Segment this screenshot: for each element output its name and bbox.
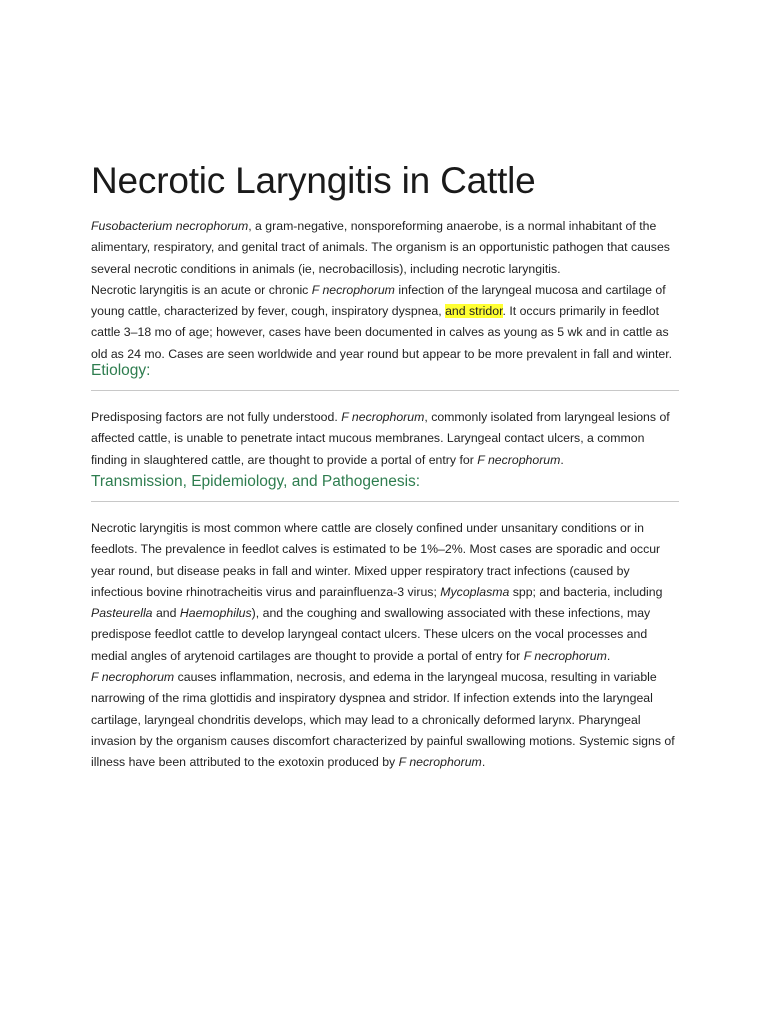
transmission-paragraph-2 xyxy=(91,667,679,773)
italic-term: Haemophilus xyxy=(179,606,252,621)
page-title: Necrotic Laryngitis in Cattle xyxy=(91,160,536,201)
paragraph-text: . xyxy=(606,648,611,663)
italic-term: F necrophorum xyxy=(341,410,425,425)
paragraph-text: , commonly isolated from laryngeal lesions of affected cattle, is unable to penetrate intact mucous membranes. Laryngeal contact ulcers, a common finding in slaughtered cattle, are thought to provide a portal of entry for xyxy=(91,410,670,467)
intro-paragraph-1 xyxy=(91,216,679,280)
etiology-paragraph xyxy=(91,407,679,471)
paragraph-text: . It occurs primarily in feedlot cattle 3–18 mo of age; however, cases have been documented in calves as young as 5 wk and in cattle as old as 24 mo. Cases are seen worldwide and year round but appear to be more prevalent in fall and winter. xyxy=(91,304,673,361)
section-heading-transmission: Transmission, Epidemiology, and Pathogenesis: xyxy=(91,472,421,490)
section-heading-etiology: Etiology: xyxy=(91,362,151,380)
paragraph-text: spp; and bacteria, including xyxy=(509,584,663,599)
paragraph-text: . xyxy=(560,452,564,467)
document-page xyxy=(91,158,679,774)
intro-paragraph-2 xyxy=(91,280,679,365)
section-divider xyxy=(91,501,679,502)
italic-term: Pasteurella xyxy=(91,606,153,621)
italic-term: F necrophorum xyxy=(91,670,175,685)
italic-term: F necrophorum xyxy=(523,648,607,663)
italic-term: F necrophorum xyxy=(477,452,561,467)
italic-term: F necrophorum xyxy=(311,282,395,297)
paragraph-text: and xyxy=(152,606,180,621)
paragraph-text: Predisposing factors are not fully understood. xyxy=(91,410,342,425)
paragraph-text: , a gram-negative, nonsporeforming anaerobe, is a normal inhabitant of the alimentary, respiratory, and genital tract of animals. The organism is an opportunistic pathogen that causes several necrotic conditions in animals (ie, necrobacillosis), including necrotic laryngitis. xyxy=(91,219,670,276)
transmission-paragraph-1 xyxy=(91,518,679,667)
paragraph-text: causes inflammation, necrosis, and edema in the laryngeal mucosa, resulting in variable narrowing of the rima glottidis and inspiratory dyspnea and stridor. If infection extends into the laryngeal cartilage, laryngeal chondritis develops, which may lead to a chronically deformed larynx. Pharyngeal invasion by the organism causes discomfort characterized by painful swallowing motions. Systemic signs of illness have been attributed to the exotoxin produced by xyxy=(91,670,675,770)
paragraph-text: Necrotic laryngitis is an acute or chronic xyxy=(91,282,312,297)
italic-term: F necrophorum xyxy=(398,755,482,770)
italic-term: Mycoplasma xyxy=(440,584,510,599)
section-divider xyxy=(91,390,679,391)
italic-term: Fusobacterium necrophorum xyxy=(91,219,249,233)
highlighted-text: and stridor xyxy=(445,304,503,319)
paragraph-text: Necrotic laryngitis is most common where cattle are closely confined under unsanitary conditions or in feedlots. The prevalence in feedlot calves is estimated to be 1%–2%. Most cases are sporadic and occur year round, but disease peaks in fall and winter. Mixed upper respiratory tract infections (caused by infectious bovine rhinotracheitis virus and parainfluenza-3 virus; xyxy=(91,520,661,599)
paragraph-text: infection of the laryngeal mucosa and cartilage of young cattle, characterized by fever, cough, inspiratory dyspnea, xyxy=(91,282,666,319)
paragraph-text: . xyxy=(481,755,486,770)
paragraph-text: ), and the coughing and swallowing associated with these infections, may predispose feedlot cattle to develop laryngeal contact ulcers. These ulcers on the vocal processes and medial angles of arytenoid cartilages are thought to provide a portal of entry for xyxy=(91,606,651,663)
